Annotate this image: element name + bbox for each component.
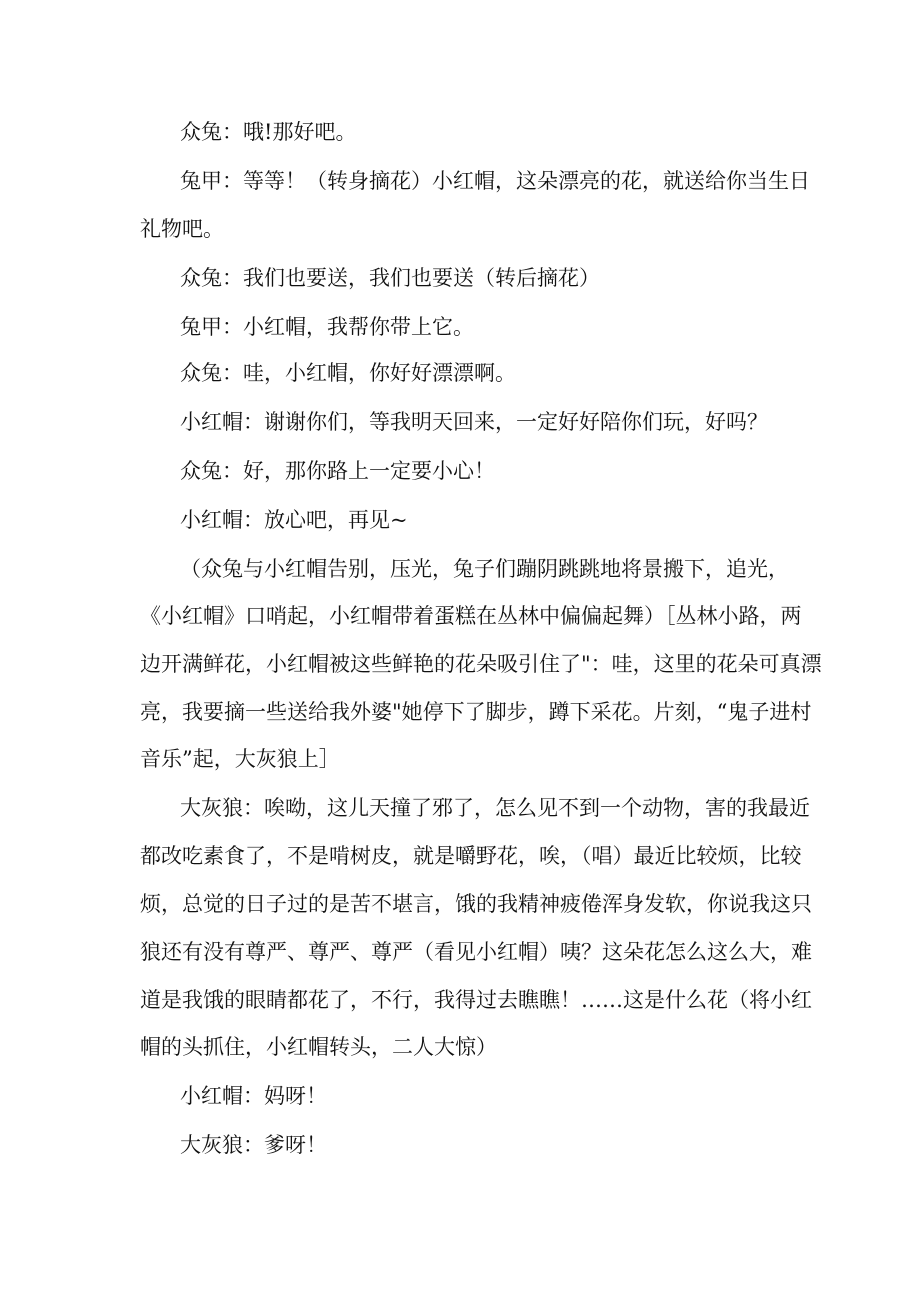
line-2: 兔甲：等等！（转身摘花）小红帽，这朵漂亮的花，就送给你当生日: [180, 169, 810, 193]
line-8: 众兔：好，那你路上一定要小心！: [180, 459, 495, 483]
line-10: （众兔与小红帽告别，压光，兔子们蹦阴跳跳地将景搬下，追光，: [180, 557, 789, 581]
line-13: 亮，我要摘一些送给我外婆"她停下了脚步，蹲下采花。片刻，“鬼子进村: [140, 700, 812, 724]
line-9: 小红帽：放心吧，再见~: [180, 508, 408, 532]
line-15: 大灰狼：唉呦，这儿天撞了邪了，怎么见不到一个动物，害的我最近: [180, 796, 810, 820]
line-22: 大灰狼：爹呀！: [180, 1133, 327, 1157]
line-16: 都改吃素食了，不是啃树皮，就是嚼野花，唉，（唱）最近比较烦，比较: [140, 844, 802, 868]
line-17: 烦，总觉的日子过的是苦不堪言，饿的我精神疲倦浑身发软，你说我这只: [140, 892, 812, 916]
line-12: 边开满鲜花，小红帽被这些鲜艳的花朵吸引住了"：哇，这里的花朵可真漂: [140, 652, 822, 676]
line-5: 兔甲：小红帽，我帮你带上它。: [180, 315, 474, 339]
line-3: 礼物吧。: [140, 217, 224, 241]
line-4: 众兔：我们也要送，我们也要送（转后摘花）: [180, 266, 600, 290]
line-20: 帽的头抓住，小红帽转头，二人大惊）: [140, 1035, 497, 1059]
line-19: 道是我饿的眼睛都花了，不行，我得过去瞧瞧！……这是什么花（将小红: [140, 988, 812, 1012]
line-6: 众兔：哇，小红帽，你好好漂漂啊。: [180, 361, 516, 385]
line-1: 众兔：哦!那好吧。: [180, 120, 357, 144]
line-11: 《小红帽》口哨起，小红帽带着蛋糕在丛林中偏偏起舞）［丛林小路，两: [140, 604, 802, 628]
line-21: 小红帽：妈呀！: [180, 1084, 327, 1108]
line-14: 音乐”起，大灰狼上］: [140, 747, 340, 771]
line-18: 狼还有没有尊严、尊严、尊严（看见小红帽）咦？这朵花怎么这么大，难: [140, 940, 812, 964]
line-7: 小红帽：谢谢你们，等我明天回来，一定好好陪你们玩，好吗？: [180, 410, 768, 434]
